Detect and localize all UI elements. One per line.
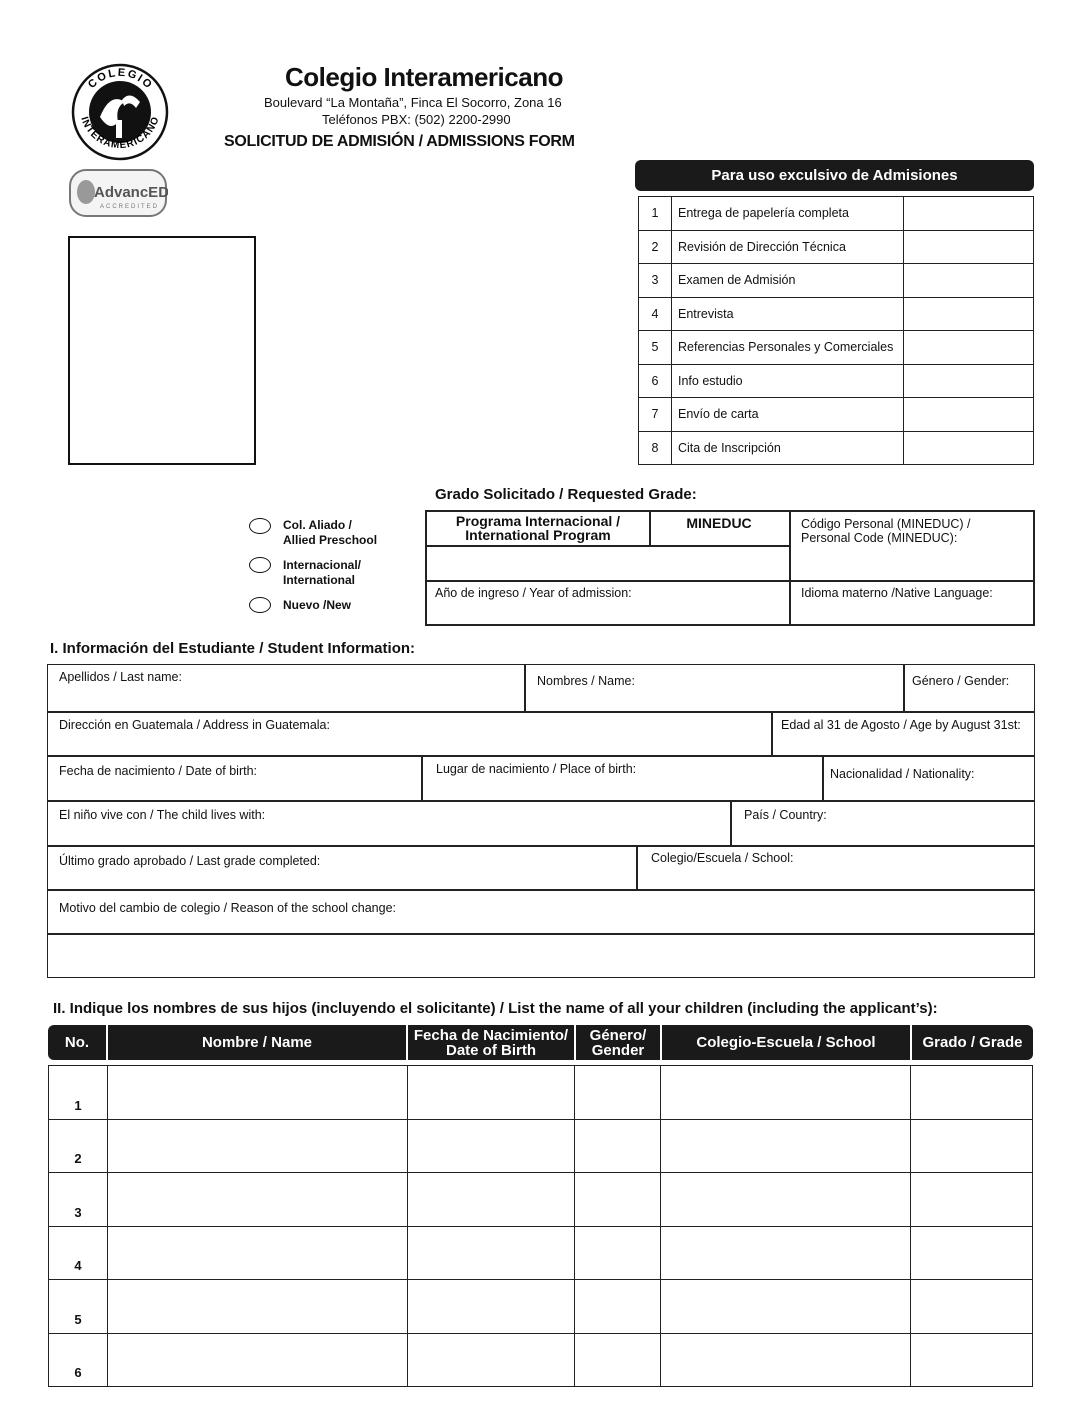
child-school-cell[interactable] <box>661 1333 911 1387</box>
child-gender-cell[interactable] <box>575 1119 661 1173</box>
admissions-row <box>639 398 1034 432</box>
grade-option-international-radio[interactable] <box>249 557 271 573</box>
native-language-label: Idioma materno /Native Language: <box>801 586 993 600</box>
col-gender: Género/ Gender <box>589 1026 647 1059</box>
admissions-row-number: 5 <box>639 331 672 365</box>
admissions-row-check-cell[interactable] <box>904 297 1034 331</box>
student-info-box <box>47 664 1035 978</box>
child-gender-cell[interactable] <box>575 1173 661 1227</box>
admissions-row-number: 7 <box>639 398 672 432</box>
col-school: Colegio-Escuela / School <box>696 1034 876 1051</box>
last-name-label: Apellidos / Last name: <box>59 670 182 684</box>
logo-text-bottom: INTERAMERICANO <box>78 114 162 152</box>
address-label: Dirección en Guatemala / Address in Guatemala: <box>59 718 330 732</box>
school-label: Colegio/Escuela / School: <box>651 851 794 865</box>
child-row-number: 6 <box>49 1333 108 1387</box>
child-dob-cell[interactable] <box>407 1280 575 1334</box>
dob-label: Fecha de nacimiento / Date of birth: <box>59 764 258 778</box>
child-grade-cell[interactable] <box>911 1066 1033 1120</box>
child-row-number: 4 <box>49 1226 108 1280</box>
child-dob-cell[interactable] <box>407 1333 575 1387</box>
admissions-row <box>639 230 1034 264</box>
grade-option-allied-label: Col. Aliado / Allied Preschool <box>283 518 378 547</box>
admissions-row-label: Cita de Inscripción <box>672 431 904 465</box>
school-name: Colegio Interamericano <box>285 62 563 92</box>
child-row-number: 2 <box>49 1119 108 1173</box>
col-name: Nombre / Name <box>201 1034 313 1051</box>
advanced-accreditation-logo <box>68 168 168 218</box>
table-row <box>49 1173 1033 1227</box>
admissions-row-check-cell[interactable] <box>904 197 1034 231</box>
personal-code-label: Código Personal (MINEDUC) / Personal Code (MINEDUC): <box>801 517 971 545</box>
school-logo <box>70 62 170 162</box>
logo-text-top: COLEGIO <box>85 66 156 93</box>
child-row-number: 3 <box>49 1173 108 1227</box>
child-school-cell[interactable] <box>661 1066 911 1120</box>
child-grade-cell[interactable] <box>911 1226 1033 1280</box>
admissions-row-number: 2 <box>639 230 672 264</box>
admissions-row-number: 8 <box>639 431 672 465</box>
child-school-cell[interactable] <box>661 1280 911 1334</box>
child-row-number: 1 <box>49 1066 108 1120</box>
grade-option-new-radio[interactable] <box>249 597 271 613</box>
admissions-row-check-cell[interactable] <box>904 230 1034 264</box>
admissions-row-label: Info estudio <box>672 364 904 398</box>
child-gender-cell[interactable] <box>575 1066 661 1120</box>
admissions-row-number: 1 <box>639 197 672 231</box>
child-name-cell[interactable] <box>107 1280 407 1334</box>
child-school-cell[interactable] <box>661 1119 911 1173</box>
country-label: País / Country: <box>744 808 827 822</box>
admissions-row-number: 6 <box>639 364 672 398</box>
school-phone: Teléfonos PBX: (502) 2200-2990 <box>322 112 511 127</box>
admissions-row-check-cell[interactable] <box>904 264 1034 298</box>
admissions-row-check-cell[interactable] <box>904 364 1034 398</box>
admissions-use-header: Para uso exculsivo de Admisiones <box>635 160 1034 191</box>
child-name-cell[interactable] <box>107 1226 407 1280</box>
grade-box <box>425 510 1035 626</box>
admissions-row-label: Entrevista <box>672 297 904 331</box>
child-school-cell[interactable] <box>661 1173 911 1227</box>
grade-option-new-label: Nuevo /New <box>283 598 352 612</box>
child-grade-cell[interactable] <box>911 1173 1033 1227</box>
grade-requested-title: Grado Solicitado / Requested Grade: <box>435 486 697 503</box>
child-name-cell[interactable] <box>107 1173 407 1227</box>
admissions-row <box>639 431 1034 465</box>
child-dob-cell[interactable] <box>407 1173 575 1227</box>
form-title: SOLICITUD DE ADMISIÓN / ADMISSIONS FORM <box>224 133 575 150</box>
nationality-label: Nacionalidad / Nationality: <box>830 767 975 781</box>
child-dob-cell[interactable] <box>407 1226 575 1280</box>
photo-box <box>68 236 256 465</box>
last-grade-label: Último grado aprobado / Last grade completed: <box>59 854 321 868</box>
child-name-cell[interactable] <box>107 1119 407 1173</box>
children-section-title: II. Indique los nombres de sus hijos (incluyendo el solicitante) / List the name of all your children (including the applicant’s): <box>53 1000 938 1017</box>
grade-option-international-label: Internacional/ International <box>283 558 362 587</box>
student-info-title: I. Información del Estudiante / Student Information: <box>50 640 416 657</box>
child-name-cell[interactable] <box>107 1333 407 1387</box>
program-international-label: Programa Internacional / International Program <box>455 513 621 543</box>
school-address: Boulevard “La Montaña”, Finca El Socorro, Zona 16 <box>264 95 562 110</box>
admissions-row <box>639 331 1034 365</box>
reason-label: Motivo del cambio de colegio / Reason of the school change: <box>59 901 397 915</box>
admissions-use-table <box>638 196 1034 465</box>
table-row <box>49 1066 1033 1120</box>
child-row-number: 5 <box>49 1280 108 1334</box>
table-row <box>49 1226 1033 1280</box>
admissions-row <box>639 264 1034 298</box>
child-dob-cell[interactable] <box>407 1066 575 1120</box>
advanced-logo-text: AdvancED <box>94 184 168 201</box>
table-row <box>49 1333 1033 1387</box>
gender-label: Género / Gender: <box>912 674 1010 688</box>
col-no: No. <box>64 1034 90 1051</box>
admissions-row <box>639 364 1034 398</box>
grade-option-allied-radio[interactable] <box>249 518 271 534</box>
col-dob: Fecha de Nacimiento/ Date of Birth <box>413 1026 569 1059</box>
admissions-row <box>639 197 1034 231</box>
admissions-row-label: Revisión de Dirección Técnica <box>672 230 904 264</box>
admissions-row <box>639 297 1034 331</box>
mineduc-label: MINEDUC <box>686 515 752 531</box>
child-name-cell[interactable] <box>107 1066 407 1120</box>
children-table-header <box>48 1025 1033 1060</box>
children-table <box>48 1065 1033 1387</box>
admissions-row-check-cell[interactable] <box>904 398 1034 432</box>
child-grade-cell[interactable] <box>911 1333 1033 1387</box>
admissions-row-number: 3 <box>639 264 672 298</box>
col-grade: Grado / Grade <box>922 1034 1023 1051</box>
admissions-row-label: Entrega de papelería completa <box>672 197 904 231</box>
admissions-row-number: 4 <box>639 297 672 331</box>
admissions-row-check-cell[interactable] <box>904 431 1034 465</box>
child-gender-cell[interactable] <box>575 1280 661 1334</box>
child-grade-cell[interactable] <box>911 1119 1033 1173</box>
lives-with-label: El niño vive con / The child lives with: <box>59 808 266 822</box>
child-grade-cell[interactable] <box>911 1280 1033 1334</box>
child-dob-cell[interactable] <box>407 1119 575 1173</box>
child-gender-cell[interactable] <box>575 1226 661 1280</box>
table-row <box>49 1119 1033 1173</box>
name-label: Nombres / Name: <box>537 674 635 688</box>
child-school-cell[interactable] <box>661 1226 911 1280</box>
advanced-logo-subtext: ACCREDITED <box>100 204 160 210</box>
admissions-row-label: Referencias Personales y Comerciales <box>672 331 904 365</box>
admissions-row-label: Examen de Admisión <box>672 264 904 298</box>
admissions-row-check-cell[interactable] <box>904 331 1034 365</box>
age-label: Edad al 31 de Agosto / Age by August 31st: <box>781 718 1021 732</box>
admission-year-label: Año de ingreso / Year of admission: <box>435 586 632 600</box>
child-gender-cell[interactable] <box>575 1333 661 1387</box>
table-row <box>49 1280 1033 1334</box>
admissions-row-label: Envío de carta <box>672 398 904 432</box>
pob-label: Lugar de nacimiento / Place of birth: <box>436 762 637 776</box>
